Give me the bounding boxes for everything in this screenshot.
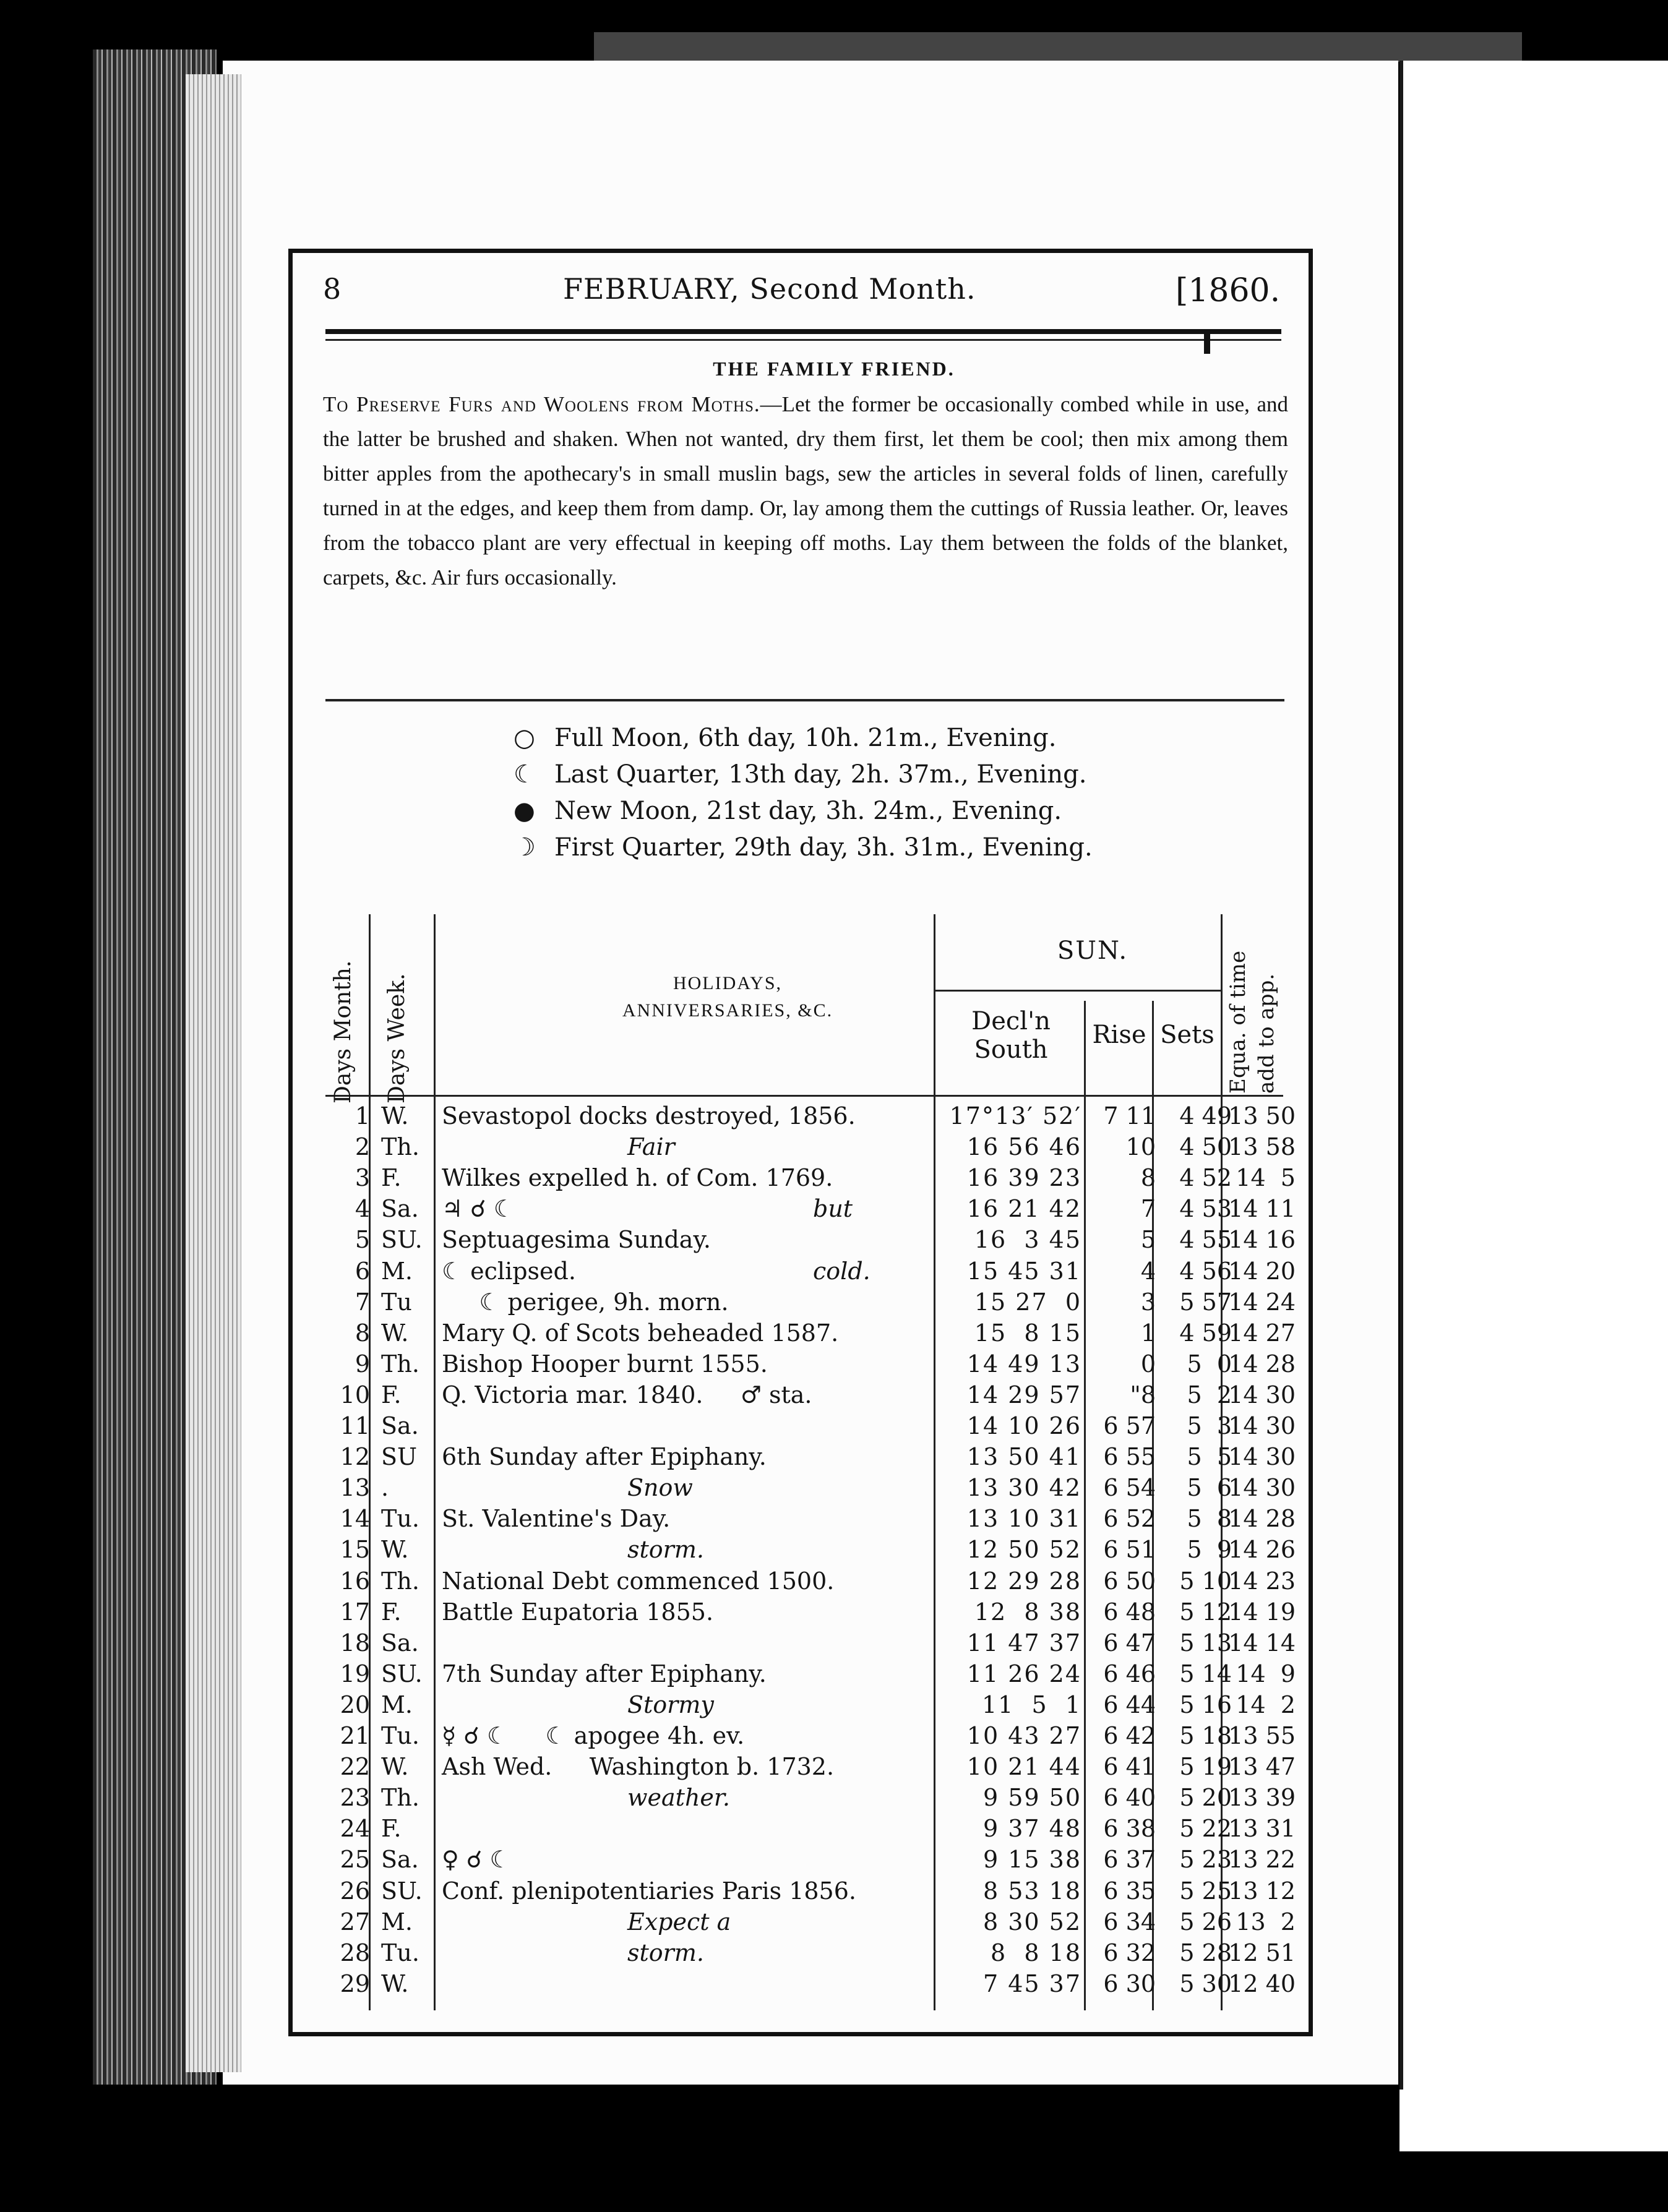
sun-declination: 15 45 31 xyxy=(966,1257,1081,1285)
equation-of-time: 14 27 xyxy=(1228,1319,1296,1347)
sun-declination: 11 47 37 xyxy=(966,1629,1081,1657)
equation-of-time: 14 28 xyxy=(1228,1505,1296,1533)
equation-header-line: Equa. of time xyxy=(1226,950,1250,1094)
sun-declination: 9 15 38 xyxy=(982,1846,1081,1874)
day-of-week: Tu xyxy=(381,1288,412,1316)
day-of-month: 12 xyxy=(340,1443,370,1471)
sun-declination: 8 30 52 xyxy=(982,1908,1081,1936)
header-tick-mark xyxy=(1204,329,1210,354)
table-row xyxy=(325,1412,1296,1446)
sun-rise: 8 xyxy=(1140,1164,1156,1192)
day-of-month: 3 xyxy=(355,1164,370,1192)
moon-phase-text: New Moon, 21st day, 3h. 24m., Evening. xyxy=(554,797,1062,825)
sun-sets: 5 2 xyxy=(1187,1381,1232,1408)
sun-declination: 16 3 45 xyxy=(974,1226,1081,1254)
event-cell xyxy=(442,1102,955,1130)
day-of-week: SU. xyxy=(381,1660,423,1687)
sun-sets: 5 18 xyxy=(1179,1722,1232,1749)
sun-declination: 9 59 50 xyxy=(982,1784,1081,1812)
event-text: ♀ ☌ ☾ xyxy=(442,1846,511,1874)
sun-rise: 6 52 xyxy=(1103,1505,1156,1533)
sun-declination: 14 49 13 xyxy=(966,1350,1081,1378)
event-text: Battle Eupatoria 1855. xyxy=(442,1598,714,1626)
day-of-month: 2 xyxy=(355,1133,370,1161)
day-of-week: Sa. xyxy=(381,1412,419,1439)
sun-declination: 14 10 26 xyxy=(966,1412,1081,1439)
table-row xyxy=(325,1753,1296,1787)
event-cell xyxy=(442,1660,955,1687)
moon-phase-first-quarter xyxy=(514,830,1093,866)
event-cell xyxy=(442,1195,955,1222)
sun-rise: 5 xyxy=(1140,1226,1156,1254)
sun-sets: 5 12 xyxy=(1179,1598,1232,1626)
table-row xyxy=(325,1288,1296,1322)
page-number: 8 xyxy=(323,272,342,306)
sun-rise: 6 54 xyxy=(1103,1474,1156,1502)
weather-note: weather. xyxy=(627,1784,730,1812)
sun-declination: 15 8 15 xyxy=(974,1319,1081,1347)
sun-declination: 12 29 28 xyxy=(966,1567,1081,1595)
sun-declination: 16 21 42 xyxy=(966,1195,1081,1223)
day-of-week: Th. xyxy=(381,1133,419,1161)
event-text: St. Valentine's Day. xyxy=(442,1505,671,1533)
day-of-month: 5 xyxy=(355,1226,370,1254)
day-of-month: 24 xyxy=(340,1815,370,1843)
year-label: [1860. xyxy=(1176,272,1281,309)
sun-declination: 8 8 18 xyxy=(991,1939,1081,1966)
event-text: Ash Wed. Washington b. 1732. xyxy=(442,1753,835,1781)
day-of-week: Sa. xyxy=(381,1195,419,1223)
event-cell xyxy=(442,1505,955,1532)
event-text: Q. Victoria mar. 1840. ♂ sta. xyxy=(442,1381,812,1408)
declination-header xyxy=(938,1007,1084,1064)
event-text: Mary Q. of Scots beheaded 1587. xyxy=(442,1319,839,1347)
sun-rise: 6 37 xyxy=(1103,1846,1156,1874)
table-row xyxy=(325,1257,1296,1292)
sun-rise: 6 44 xyxy=(1103,1691,1156,1718)
sun-declination: 12 50 52 xyxy=(966,1536,1081,1564)
rise-header: Rise xyxy=(1092,1021,1146,1049)
day-of-month: 22 xyxy=(340,1753,370,1781)
event-cell xyxy=(442,1598,955,1626)
sun-sets: 5 5 xyxy=(1187,1443,1232,1471)
event-cell xyxy=(442,1350,955,1378)
moon-phase-new xyxy=(514,793,1093,830)
table-row xyxy=(325,1195,1296,1229)
day-of-week: F. xyxy=(381,1381,402,1408)
day-of-month: 11 xyxy=(340,1412,370,1439)
equation-of-time: 13 22 xyxy=(1228,1846,1296,1874)
weather-note: but xyxy=(813,1195,853,1223)
day-of-month: 23 xyxy=(340,1784,370,1812)
sun-sets: 4 53 xyxy=(1179,1195,1232,1223)
day-of-week: Sa. xyxy=(381,1846,419,1874)
table-row xyxy=(325,1908,1296,1942)
first-quarter-icon: ☽ xyxy=(514,833,536,862)
sun-declination: 13 50 41 xyxy=(966,1443,1081,1471)
table-row xyxy=(325,1133,1296,1167)
event-cell xyxy=(442,1381,955,1408)
table-row xyxy=(325,1505,1296,1539)
day-of-month: 17 xyxy=(340,1598,370,1626)
equation-of-time: 14 23 xyxy=(1228,1567,1296,1595)
day-of-month: 25 xyxy=(340,1846,370,1874)
last-quarter-icon: ☾ xyxy=(514,760,536,789)
day-of-month: 6 xyxy=(355,1257,370,1285)
sun-sets: 4 59 xyxy=(1179,1319,1232,1347)
sun-declination: 11 5 1 xyxy=(981,1691,1081,1718)
moon-phase-last-quarter xyxy=(514,757,1093,793)
equation-of-time: 13 31 xyxy=(1228,1815,1296,1843)
sun-declination: 8 53 18 xyxy=(982,1877,1081,1905)
sun-rise: 10 xyxy=(1125,1133,1156,1161)
table-row xyxy=(325,1784,1296,1818)
sun-sets: 5 22 xyxy=(1179,1815,1232,1843)
event-cell xyxy=(442,1443,955,1470)
sun-rise: "8 xyxy=(1130,1381,1156,1408)
day-of-month: 15 xyxy=(340,1536,370,1564)
event-text: Septuagesima Sunday. xyxy=(442,1226,711,1254)
sun-sets: 5 3 xyxy=(1187,1412,1232,1439)
sun-declination: 10 43 27 xyxy=(966,1722,1081,1749)
sun-rise: 7 11 xyxy=(1103,1102,1156,1130)
event-text: National Debt commenced 1500. xyxy=(442,1567,835,1595)
sun-sets: 5 20 xyxy=(1179,1784,1232,1812)
event-text: ♃ ☌ ☾ xyxy=(442,1195,515,1223)
day-of-week: M. xyxy=(381,1257,413,1285)
day-of-week: W. xyxy=(381,1753,409,1781)
equation-of-time: 14 24 xyxy=(1228,1288,1296,1316)
sun-sets: 5 6 xyxy=(1187,1474,1232,1502)
sun-declination: 15 27 0 xyxy=(974,1288,1081,1316)
sun-rise: 6 55 xyxy=(1103,1443,1156,1471)
sun-rise: 6 32 xyxy=(1103,1939,1156,1966)
sun-sets: 4 50 xyxy=(1179,1133,1232,1161)
sun-rise: 6 50 xyxy=(1103,1567,1156,1595)
day-of-month: 27 xyxy=(340,1908,370,1936)
table-row xyxy=(325,1660,1296,1694)
event-cell xyxy=(442,1164,955,1191)
sun-declination: 16 39 23 xyxy=(966,1164,1081,1192)
sun-rise: 0 xyxy=(1140,1350,1156,1378)
weather-note: Snow xyxy=(627,1474,693,1502)
table-row xyxy=(325,1815,1296,1849)
sun-sets: 5 30 xyxy=(1179,1970,1232,1997)
day-of-month: 29 xyxy=(340,1970,370,1997)
equation-of-time: 14 30 xyxy=(1228,1412,1296,1439)
day-of-week: Tu. xyxy=(381,1722,419,1749)
equation-of-time: 13 47 xyxy=(1228,1753,1296,1781)
equation-of-time: 14 9 xyxy=(1236,1660,1296,1687)
sun-sets: 5 0 xyxy=(1187,1350,1232,1378)
day-of-week: M. xyxy=(381,1908,413,1936)
event-text: 6th Sunday after Epiphany. xyxy=(442,1443,767,1471)
day-of-month: 16 xyxy=(340,1567,370,1595)
equation-of-time: 13 12 xyxy=(1228,1877,1296,1905)
weather-note: storm. xyxy=(627,1536,704,1564)
sun-declination: 13 10 31 xyxy=(966,1505,1081,1533)
table-row xyxy=(325,1350,1296,1384)
equation-of-time: 13 58 xyxy=(1228,1133,1296,1161)
event-text: Wilkes expelled h. of Com. 1769. xyxy=(442,1164,833,1192)
table-row xyxy=(325,1102,1296,1136)
sun-sets: 5 19 xyxy=(1179,1753,1232,1781)
new-moon-icon: ● xyxy=(514,797,535,825)
day-of-week: SU. xyxy=(381,1226,423,1254)
sun-sets: 5 26 xyxy=(1179,1908,1232,1936)
full-moon-icon: ○ xyxy=(514,724,535,752)
equation-of-time: 13 50 xyxy=(1228,1102,1296,1130)
event-text: Sevastopol docks destroyed, 1856. xyxy=(442,1102,856,1130)
equation-of-time: 14 19 xyxy=(1228,1598,1296,1626)
section-heading: THE FAMILY FRIEND. xyxy=(713,358,955,380)
sun-sets: 5 10 xyxy=(1179,1567,1232,1595)
day-of-week: W. xyxy=(381,1536,409,1564)
moon-phases xyxy=(514,720,1093,866)
equation-of-time: 14 28 xyxy=(1228,1350,1296,1378)
table-header-rule xyxy=(325,1095,1283,1097)
sun-sets: 5 8 xyxy=(1187,1505,1232,1533)
event-cell xyxy=(442,1722,955,1749)
sun-sets: 4 49 xyxy=(1179,1102,1232,1130)
day-of-week: Th. xyxy=(381,1567,419,1595)
equation-of-time: 14 11 xyxy=(1228,1195,1296,1223)
equation-header-line: add to app. xyxy=(1254,973,1279,1094)
day-of-month: 14 xyxy=(340,1505,370,1533)
event-text: Conf. plenipotentiaries Paris 1856. xyxy=(442,1877,856,1905)
sun-rise: 6 48 xyxy=(1103,1598,1156,1626)
day-of-month: 4 xyxy=(355,1195,370,1223)
day-of-week: SU xyxy=(381,1443,418,1471)
equation-of-time: 12 51 xyxy=(1228,1939,1296,1966)
weather-note: Fair xyxy=(627,1133,675,1161)
declination-header-line: Decl'n xyxy=(971,1007,1051,1035)
day-of-week: W. xyxy=(381,1970,409,1997)
equation-of-time: 14 30 xyxy=(1228,1381,1296,1408)
calendar-table xyxy=(325,914,1296,2010)
table-row xyxy=(325,1877,1296,1911)
section-divider xyxy=(325,699,1284,701)
day-of-week: W. xyxy=(381,1102,409,1130)
days-week-header: Days Week. xyxy=(384,973,410,1104)
event-cell xyxy=(442,1258,955,1285)
day-of-week: . xyxy=(381,1474,389,1502)
weather-note: storm. xyxy=(627,1939,704,1966)
sun-sets: 5 9 xyxy=(1187,1536,1232,1564)
table-row xyxy=(325,1164,1296,1198)
sun-rise: 6 41 xyxy=(1103,1753,1156,1781)
table-row xyxy=(325,1598,1296,1632)
sun-declination: 14 29 57 xyxy=(966,1381,1081,1408)
equation-of-time: 14 2 xyxy=(1236,1691,1296,1718)
equation-header xyxy=(1224,951,1281,1094)
sun-sets: 5 28 xyxy=(1179,1939,1232,1966)
sun-sets: 5 23 xyxy=(1179,1846,1232,1874)
table-row xyxy=(325,1939,1296,1973)
equation-of-time: 14 14 xyxy=(1228,1629,1296,1657)
day-of-week: F. xyxy=(381,1598,402,1626)
table-row xyxy=(325,1691,1296,1725)
header-rule xyxy=(325,329,1281,334)
weather-note: Stormy xyxy=(627,1691,714,1718)
day-of-month: 13 xyxy=(340,1474,370,1502)
page-title: FEBRUARY, Second Month. xyxy=(563,272,976,306)
sun-declination: 13 30 42 xyxy=(966,1474,1081,1502)
holidays-header-line: HOLIDAYS, xyxy=(673,973,783,993)
days-month-header: Days Month. xyxy=(330,960,356,1104)
equation-of-time: 13 39 xyxy=(1228,1784,1296,1812)
sun-rise: 6 35 xyxy=(1103,1877,1156,1905)
sun-declination: 16 56 46 xyxy=(966,1133,1081,1161)
day-of-month: 8 xyxy=(355,1319,370,1347)
declination-header-line: South xyxy=(974,1035,1048,1064)
equation-of-time: 14 26 xyxy=(1228,1536,1296,1564)
day-of-week: W. xyxy=(381,1319,409,1347)
day-of-month: 18 xyxy=(340,1629,370,1657)
moon-phase-text: Full Moon, 6th day, 10h. 21m., Evening. xyxy=(554,724,1057,752)
event-cell xyxy=(442,1226,955,1253)
day-of-week: Th. xyxy=(381,1784,419,1812)
sun-rise: 6 51 xyxy=(1103,1536,1156,1564)
sun-rise: 6 40 xyxy=(1103,1784,1156,1812)
sun-sets: 4 52 xyxy=(1179,1164,1232,1192)
day-of-week: M. xyxy=(381,1691,413,1718)
moon-phase-text: Last Quarter, 13th day, 2h. 37m., Evening. xyxy=(554,760,1087,789)
day-of-month: 26 xyxy=(340,1877,370,1905)
day-of-month: 9 xyxy=(355,1350,370,1378)
event-text: ☾ eclipsed. xyxy=(442,1257,576,1285)
sun-sets: 4 56 xyxy=(1179,1257,1232,1285)
sets-header: Sets xyxy=(1160,1021,1214,1049)
event-cell xyxy=(442,1319,955,1347)
sun-rise: 6 46 xyxy=(1103,1660,1156,1687)
sun-declination: 10 21 44 xyxy=(966,1753,1081,1781)
sun-declination: 9 37 48 xyxy=(982,1815,1081,1843)
day-of-month: 19 xyxy=(340,1660,370,1687)
sun-rise: 6 34 xyxy=(1103,1908,1156,1936)
sun-rise: 7 xyxy=(1140,1195,1156,1223)
table-row xyxy=(325,1567,1296,1601)
equation-of-time: 14 16 xyxy=(1228,1226,1296,1254)
sun-rise: 1 xyxy=(1140,1319,1156,1347)
table-row xyxy=(325,1319,1296,1353)
event-text: 7th Sunday after Epiphany. xyxy=(442,1660,767,1687)
sun-header: SUN. xyxy=(1057,937,1128,965)
page-top-shadow xyxy=(594,32,1522,62)
holidays-header xyxy=(468,970,987,1024)
sun-sets: 5 14 xyxy=(1179,1660,1232,1687)
event-cell xyxy=(442,1567,955,1595)
equation-of-time: 13 2 xyxy=(1236,1908,1296,1936)
day-of-week: F. xyxy=(381,1164,402,1192)
day-of-month: 21 xyxy=(340,1722,370,1749)
equation-of-time: 14 5 xyxy=(1236,1164,1296,1192)
sun-rise: 3 xyxy=(1140,1288,1156,1316)
sun-sets: 5 57 xyxy=(1179,1288,1232,1316)
day-of-month: 1 xyxy=(355,1102,370,1130)
event-cell xyxy=(442,1846,955,1873)
event-cell xyxy=(442,1753,955,1780)
equation-of-time: 13 55 xyxy=(1228,1722,1296,1749)
equation-of-time: 14 30 xyxy=(1228,1443,1296,1471)
header-rule-thin xyxy=(325,339,1281,341)
sun-sets: 4 55 xyxy=(1179,1226,1232,1254)
sun-sets: 5 16 xyxy=(1179,1691,1232,1718)
table-row xyxy=(325,1536,1296,1570)
day-of-month: 10 xyxy=(340,1381,370,1408)
sun-rise: 6 30 xyxy=(1103,1970,1156,1997)
holidays-header-line: ANNIVERSARIES, &C. xyxy=(622,1000,833,1021)
sun-declination: 12 8 38 xyxy=(974,1598,1081,1626)
table-row xyxy=(325,1722,1296,1756)
equation-of-time: 14 20 xyxy=(1228,1257,1296,1285)
sun-rise: 6 57 xyxy=(1103,1412,1156,1439)
sun-declination: 7 45 37 xyxy=(982,1970,1081,1997)
event-cell xyxy=(442,1288,955,1316)
sun-declination: 17°13′ 52′ xyxy=(949,1102,1081,1130)
event-text: ☿ ☌ ☾ ☾ apogee 4h. ev. xyxy=(442,1722,745,1749)
day-of-week: Sa. xyxy=(381,1629,419,1657)
table-row xyxy=(325,1970,1296,2004)
weather-note: cold. xyxy=(813,1257,871,1285)
day-of-month: 20 xyxy=(340,1691,370,1718)
day-of-month: 7 xyxy=(355,1288,370,1316)
day-of-week: Th. xyxy=(381,1350,419,1378)
table-row xyxy=(325,1629,1296,1663)
table-row xyxy=(325,1443,1296,1477)
sun-rise: 6 47 xyxy=(1103,1629,1156,1657)
day-of-month: 28 xyxy=(340,1939,370,1966)
section-text: —Let the former be occasionally combed while in use, and the latter be brushed and shaken. When not wanted, dry them first, let them be cool; then mix among them bitter apples from the apothecary's in small muslin bags, sew the articles in several folds of linen, carefully turned in at the edges, and keep them from damp. Or, lay among them the cuttings of Russia leather. Or, leaves from the tobacco plant are very effectual in keeping off moths. Lay them between the folds of the blanket, carpets, &c. Air furs occasionally. xyxy=(323,392,1288,589)
moon-phase-full xyxy=(514,720,1093,757)
weather-note: Expect a xyxy=(627,1908,731,1936)
day-of-week: SU. xyxy=(381,1877,423,1905)
event-text: ☾ perigee, 9h. morn. xyxy=(442,1288,729,1316)
table-row xyxy=(325,1381,1296,1415)
equation-of-time: 14 30 xyxy=(1228,1474,1296,1502)
moon-phase-text: First Quarter, 29th day, 3h. 31m., Evening. xyxy=(554,833,1093,862)
sun-declination: 11 26 24 xyxy=(966,1660,1081,1687)
event-text: Bishop Hooper burnt 1555. xyxy=(442,1350,768,1378)
sun-rise: 6 42 xyxy=(1103,1722,1156,1749)
sun-rise: 6 38 xyxy=(1103,1815,1156,1843)
sun-rise: 4 xyxy=(1140,1257,1156,1285)
section-body xyxy=(323,387,1288,595)
day-of-week: Tu. xyxy=(381,1505,419,1533)
event-cell xyxy=(442,1877,955,1905)
day-of-week: Tu. xyxy=(381,1939,419,1966)
equation-of-time: 12 40 xyxy=(1228,1970,1296,1997)
section-lead: To Preserve Furs and Woolens from Moths. xyxy=(323,392,760,416)
table-row xyxy=(325,1846,1296,1880)
day-of-week: F. xyxy=(381,1815,402,1843)
table-row xyxy=(325,1226,1296,1260)
sun-sets: 5 25 xyxy=(1179,1877,1232,1905)
table-row xyxy=(325,1474,1296,1508)
sun-sets: 5 13 xyxy=(1179,1629,1232,1657)
